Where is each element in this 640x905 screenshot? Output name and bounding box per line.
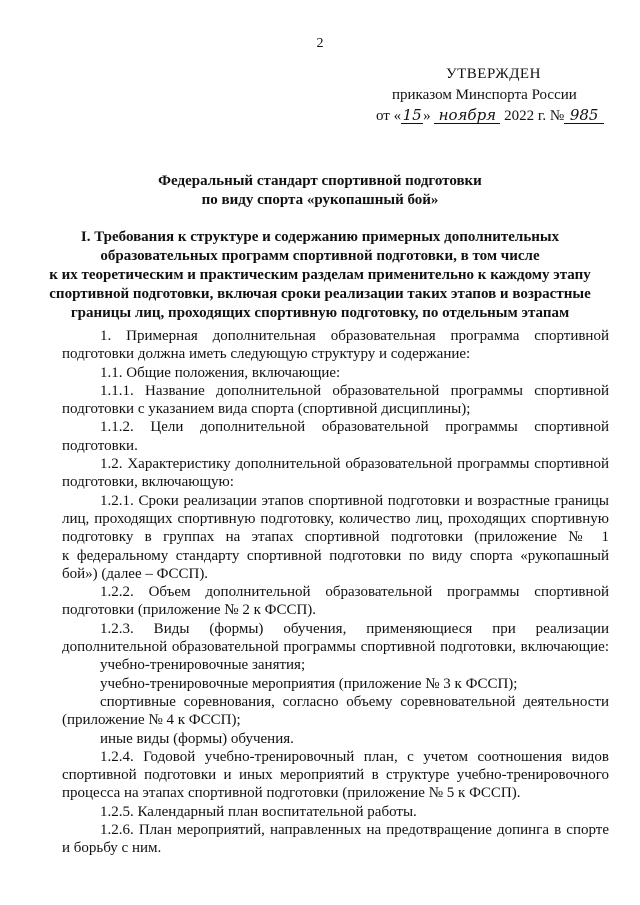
section-heading-line: спортивной подготовки, включая сроки реализации таких этапов и возрастные <box>49 286 591 302</box>
body-line: бой») (далее – ФССП). <box>62 565 209 582</box>
body-line: 1.2. Характеристику дополнительной образовательной программы спортивной <box>100 456 609 473</box>
body-line: дополнительной образовательной программы спортивной подготовки, включающие: <box>62 639 609 656</box>
body-line: 1.2.5. Календарный план воспитательной работы. <box>100 803 417 820</box>
body-line: 1.1.1. Название дополнительной образовательной программы спортивной <box>100 382 609 399</box>
body-line: учебно-тренировочные занятия; <box>100 657 306 674</box>
body-line: 1.2.3. Виды (формы) обучения, применяющиеся при реализации <box>100 620 609 637</box>
date-month: ноября <box>434 107 500 124</box>
body-line: 1.2.6. План мероприятий, направленных на предотвращение допинга в спорте <box>100 822 609 839</box>
page-number: 2 <box>316 36 324 51</box>
body-line: иные виды (формы) обучения. <box>100 730 294 747</box>
date-prefix: от « <box>376 108 402 124</box>
body-line: 1. Примерная дополнительная образовательная программа спортивной <box>100 328 609 344</box>
body-line: к федеральному стандарту спортивной подготовки по виду спорта «рукопашный <box>62 547 609 564</box>
approval-stamp <box>376 64 616 127</box>
body-line: и борьбу с ним. <box>62 840 162 857</box>
body-line: подготовки должна иметь следующую структуру и содержание: <box>62 346 471 363</box>
approval-date <box>376 106 616 127</box>
body-line: 1.1.2. Цели дополнительной образовательной программы спортивной <box>100 419 609 436</box>
body-line: 1.2.1. Сроки реализации этапов спортивной подготовки и возрастные границы <box>100 492 609 509</box>
section-heading-line: к их теоретическим и практическим разделам применительно к каждому этапу <box>49 267 591 283</box>
body-line: подготовку в группах на этапах спортивной подготовки (приложение № 1 <box>62 529 609 546</box>
order-number: 985 <box>564 107 604 124</box>
document-body <box>62 327 609 858</box>
body-line: спортивной подготовки и иных мероприятий в структуре учебно-тренировочного <box>62 767 609 784</box>
body-line: 1.2.4. Годовой учебно-тренировочный план, с учетом соотношения видов <box>100 748 609 765</box>
body-line: лиц, проходящих спортивную подготовку, количество лиц, проходящих спортивную <box>62 510 609 527</box>
body-line: учебно-тренировочные мероприятия (приложение № 3 к ФССП); <box>100 675 518 692</box>
body-line: спортивные соревнования, согласно объему соревновательной деятельности <box>100 693 609 710</box>
body-line: подготовки с указанием вида спорта (спортивной дисциплины); <box>62 401 471 418</box>
section-heading-line: образовательных программ спортивной подготовки, в том числе <box>100 248 540 264</box>
document-title <box>40 172 600 210</box>
body-line: подготовки, включающую: <box>62 474 234 491</box>
date-year: 2022 г. № <box>504 108 565 124</box>
body-line: 1.2.2. Объем дополнительной образовательной программы спортивной <box>100 584 609 601</box>
body-line: подготовки. <box>62 437 138 454</box>
approval-title: УТВЕРЖДЕН <box>446 66 541 82</box>
section-heading-line: I. Требования к структуре и содержанию примерных дополнительных <box>80 229 560 245</box>
title-line: по виду спорта «рукопашный бой» <box>201 192 439 208</box>
date-day: 15 <box>402 106 422 124</box>
body-line: (приложение № 4 к ФССП); <box>62 712 241 729</box>
approval-order: приказом Минспорта России <box>392 87 577 103</box>
title-line: Федеральный стандарт спортивной подготовки <box>158 173 482 189</box>
section-heading-line: границы лиц, проходящих спортивную подготовку, по отдельным этапам <box>70 305 570 321</box>
body-line: процесса на этапах спортивной подготовки (приложение № 5 к ФССП). <box>62 785 521 802</box>
body-line: 1.1. Общие положения, включающие: <box>100 364 341 381</box>
date-mid: » <box>423 108 431 124</box>
section-heading <box>40 228 600 323</box>
body-line: подготовки (приложение № 2 к ФССП). <box>62 602 317 619</box>
